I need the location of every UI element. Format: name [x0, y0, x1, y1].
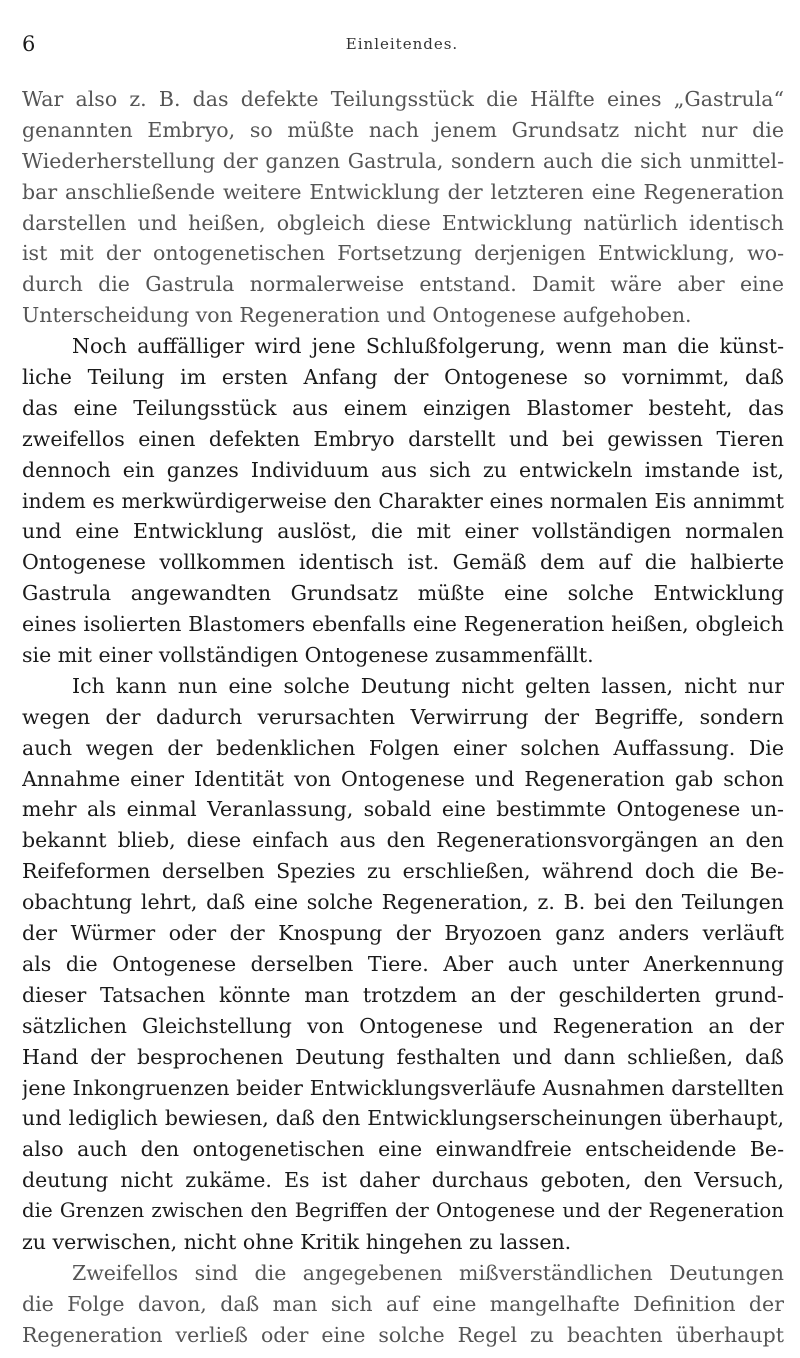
text-line: und eine Entwicklung auslöst, die mit einer vollständigen normalen — [22, 519, 784, 544]
text-line: wegen der dadurch verursachten Verwirrung der Begriffe, sondern — [22, 704, 784, 729]
text-line: Ontogenese vollkommen identisch ist. Gemäß dem auf die halbierte — [22, 550, 784, 575]
running-head: Einleitendes. — [345, 35, 459, 53]
text-line: eines isolierten Blastomers ebenfalls eine Regeneration heißen, obgleich — [22, 612, 784, 637]
text-line: Noch auffälliger wird jene Schlußfolgerung, wenn man die künst- — [72, 334, 784, 359]
text-line: Gastrula angewandten Grundsatz müßte eine solche Entwicklung — [22, 581, 784, 606]
text-line: der Würmer oder der Knospung der Bryozoen ganz anders verläuft — [22, 921, 784, 946]
text-line: bar anschließende weitere Entwicklung der letzteren eine Regeneration — [22, 179, 784, 204]
text-line: sätzlichen Gleichstellung von Ontogenese und Regeneration an der — [22, 1013, 784, 1038]
text-line: als die Ontogenese derselben Tiere. Aber auch unter Anerkennung — [22, 951, 784, 976]
text-line: und lediglich bewiesen, daß den Entwicklungserscheinungen überhaupt, — [22, 1106, 784, 1131]
text-line: die Folge davon, daß man sich auf eine mangelhafte Definition der — [22, 1291, 784, 1316]
text-line: darstellen und heißen, obgleich diese Entwicklung natürlich identisch — [22, 210, 784, 235]
text-line: auch wegen der bedenklichen Folgen einer solchen Auffassung. Die — [22, 735, 784, 760]
page-number: 6 — [22, 32, 36, 56]
text-line: Wiederherstellung der ganzen Gastrula, sondern auch die sich unmittel- — [22, 148, 784, 173]
text-line: die Grenzen zwischen den Begriffen der Ontogenese und der Regeneration — [22, 1199, 784, 1223]
text-line: zweifellos einen defekten Embryo darstellt und bei gewissen Tieren — [22, 426, 784, 451]
text-line: indem es merkwürdigerweise den Charakter eines normalen Eis annimmt — [22, 488, 784, 513]
text-line: genannten Embryo, so müßte nach jenem Grundsatz nicht nur die — [22, 117, 784, 142]
text-line: das eine Teilungsstück aus einem einzigen Blastomer besteht, das — [22, 395, 784, 420]
text-line: Unterscheidung von Regeneration und Ontogenese aufgehoben. — [22, 303, 692, 328]
text-line: durch die Gastrula normalerweise entstand. Damit wäre aber eine — [22, 272, 784, 297]
text-line: bekannt blieb, diese einfach aus den Regenerationsvorgängen an den — [22, 828, 784, 853]
text-line: jene Inkongruenzen beider Entwicklungsverläufe Ausnahmen darstellten — [22, 1075, 784, 1100]
text-line: ist mit der ontogenetischen Fortsetzung derjenigen Entwicklung, wo- — [22, 241, 784, 266]
text-line: Regeneration verließ oder eine solche Regel zu beachten überhaupt — [22, 1322, 784, 1347]
text-line: dennoch ein ganzes Individuum aus sich zu entwickeln imstande ist, — [22, 457, 784, 482]
text-line: also auch den ontogenetischen eine einwandfreie entscheidende Be- — [22, 1137, 784, 1162]
text-line: sie mit einer vollständigen Ontogenese zusammenfällt. — [22, 643, 594, 668]
text-line: zu verwischen, nicht ohne Kritik hingehen zu lassen. — [22, 1229, 572, 1254]
text-line: Ich kann nun eine solche Deutung nicht gelten lassen, nicht nur — [72, 673, 784, 698]
text-line: mehr als einmal Veranlassung, sobald eine bestimmte Ontogenese un- — [22, 797, 784, 822]
text-line: Zweifellos sind die angegebenen mißverständlichen Deutungen — [72, 1260, 784, 1285]
text-line: dieser Tatsachen könnte man trotzdem an der geschilderten grund- — [22, 982, 784, 1007]
text-line: deutung nicht zukäme. Es ist daher durchaus geboten, den Versuch, — [22, 1168, 784, 1193]
text-line: liche Teilung im ersten Anfang der Ontogenese so vornimmt, daß — [22, 365, 784, 390]
text-line: obachtung lehrt, daß eine solche Regeneration, z. B. bei den Teilungen — [22, 890, 784, 915]
text-line: Annahme einer Identität von Ontogenese und Regeneration gab schon — [22, 766, 784, 791]
text-line: Hand der besprochenen Deutung festhalten und dann schließen, daß — [22, 1044, 784, 1069]
text-line: Reifeformen derselben Spezies zu erschließen, während doch die Be- — [22, 859, 784, 884]
body-text — [22, 84, 784, 1351]
text-line: War also z. B. das defekte Teilungsstück die Hälfte eines „Gastrula“ — [22, 87, 784, 111]
page-header — [22, 30, 782, 58]
